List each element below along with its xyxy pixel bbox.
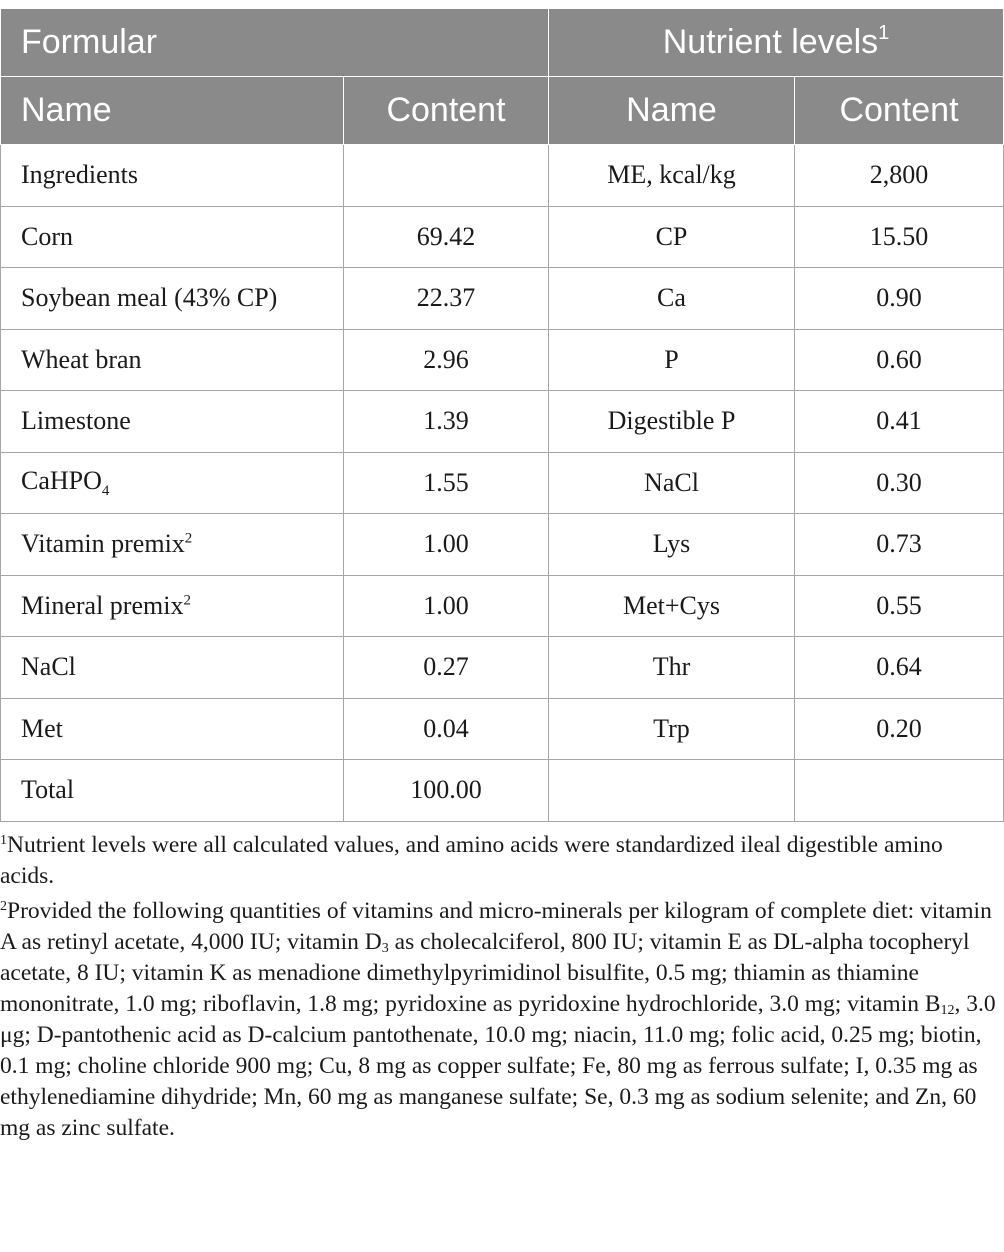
nutrient-level-cell-text: 0.41 [876,406,922,436]
ingredient-name-cell-text: Mineral premix [21,590,184,620]
table-footnotes [0,830,1000,1148]
ingredient-content-cell [344,698,549,760]
ingredient-content-cell [344,329,549,391]
diet-composition-table-wrapper [0,8,1004,822]
nutrient-level-cell [795,514,1004,576]
nutrient-level-cell [795,329,1004,391]
footnote-ref-1: 1 [878,21,890,44]
ingredient-content-cell-text: 69.42 [416,221,476,251]
nutrient-level-cell [795,391,1004,453]
footnote-2-sub-d3: 3 [381,941,389,956]
ingredient-name-cell [1,268,344,330]
nutrient-level-cell-text: 15.50 [869,221,929,251]
ingredient-name-cell-text: Wheat bran [21,344,142,374]
footnote-ref-2: 2 [184,530,193,547]
nutrient-name-cell [549,391,795,453]
nutrient-name-header: Name [549,77,795,145]
ingredient-name-cell [1,698,344,760]
nutrient-name-cell [549,514,795,576]
nutrient-level-cell-text: 0.90 [876,283,922,313]
table-row [1,391,1004,453]
table-row [1,452,1004,514]
formular-group-header: Formular [1,9,549,77]
footnote-1-text: Nutrient levels were all calculated values, and amino acids were standardized ileal digestible amino acids. [0,832,943,889]
ingredient-name-cell-text: Corn [21,221,73,251]
nutrient-level-cell [795,637,1004,699]
nutrient-name-cell [549,268,795,330]
ingredient-name-cell [1,514,344,576]
ingredient-name-cell [1,145,344,207]
footnote-2 [0,896,1000,1144]
ingredient-content-cell [344,637,549,699]
nutrient-name-cell [549,206,795,268]
ingredient-name-cell-text: CaHPO [21,465,102,495]
ingredient-name-cell-text: Total [21,775,75,805]
nutrient-level-cell [795,145,1004,207]
ingredient-content-cell-text: 0.27 [423,652,469,682]
nutrient-name-cell [549,575,795,637]
table-row [1,514,1004,576]
nutrient-levels-group-header: Nutrient levels$^1$ [549,9,1004,77]
table-row [1,698,1004,760]
ingredient-content-cell-text: 2.96 [423,344,469,374]
footnote-2-sub-b12: 12 [940,1003,955,1018]
nutrient-level-cell-text: 0.30 [876,467,922,497]
ingredient-content-cell [344,514,549,576]
nutrient-name-cell [549,452,795,514]
nutrient-level-cell-text: 2,800 [869,160,929,190]
ingredient-name-cell [1,452,344,514]
nutrient-level-cell-text: 0.73 [876,529,922,559]
ingredient-content-cell [344,206,549,268]
nutrient-level-cell [795,575,1004,637]
ingredient-name-cell [1,760,344,822]
ingredient-content-cell [344,452,549,514]
ingredient-name-cell [1,391,344,453]
ingredient-content-cell-text: 1.39 [423,406,469,436]
ingredient-content-cell [344,760,549,822]
ingredient-content-cell-text: 0.04 [423,713,469,743]
ingredient-content-cell [344,268,549,330]
nutrient-content-header: Content [795,77,1004,145]
ingredient-content-cell [344,575,549,637]
column-header-row [1,77,1004,145]
table-row [1,637,1004,699]
ingredient-name-cell-text: NaCl [21,652,76,682]
nutrient-name-cell [549,329,795,391]
nutrient-name-cell-text: Lys [652,529,691,559]
nutrient-level-cell-text: 0.64 [876,652,922,682]
footnote-2-text-c: , 3.0 μg; D-pantothenic acid as D-calcium pantothenate, 10.0 mg; niacin, 11.0 mg; folic acid, 0.25 mg; biotin, 0.1 mg; choline chloride 900 mg; Cu, 8 mg as copper sulfate; Fe, 80 mg as ferrous sulfate; I, 0.35 mg as ethylenediamine dihydride; Mn, 60 mg as manganese sulfate; Se, 0.3 mg as sodium selenite; and Zn, 60 mg as zinc sulfate. [0,991,996,1141]
nutrient-name-cell [549,637,795,699]
nutrient-name-cell-text: P [664,344,679,374]
footnote-2-text-a: Provided the following quantities of vitamins and micro-minerals per kilogram of complete diet: vitamin A as retinyl acetate, 4,000 IU; vitamin D [0,898,992,955]
table-body [1,145,1004,822]
nutrient-name-cell-text: Digestible P [607,406,736,436]
nutrient-name-cell-text: CP [655,221,688,251]
nutrient-name-cell-text: NaCl [644,467,699,497]
ingredient-name-header: Name [1,77,344,145]
table-row [1,575,1004,637]
ingredient-name-cell [1,575,344,637]
nutrient-name-cell-text: Met+Cys [622,590,720,620]
table-row [1,206,1004,268]
ingredient-content-cell-text: 1.55 [423,467,469,497]
nutrient-name-cell [549,760,795,822]
nutrient-level-cell [795,760,1004,822]
nutrient-level-cell [795,452,1004,514]
ingredient-name-cell-text: Limestone [21,406,131,436]
nutrient-name-cell [549,698,795,760]
ingredient-name-cell-text: Soybean meal (43% CP) [21,283,278,313]
nutrient-level-cell-text: 0.20 [876,713,922,743]
footnote-2-text-b: as cholecalciferol, 800 IU; vitamin E as DL-alpha tocopheryl acetate, 8 IU; vitamin K as menadione dimethylpyrimidinol bisulfite, 0.5 mg; thiamin as thiamine mononitrate, 1.0 mg; riboflavin, 1.8 mg; pyridoxine as pyridoxine hydrochloride, 3.0 mg; vitamin B [0,929,970,1017]
table-row [1,145,1004,207]
ingredient-content-cell [344,145,549,207]
nutrient-name-cell-text: Trp [653,713,690,743]
ingredient-name-cell-text: Met [21,713,63,743]
ingredient-name-cell-text: Vitamin premix [21,529,185,559]
nutrient-level-cell-text: 0.55 [876,590,922,620]
nutrient-name-cell-text: ME, kcal/kg [607,160,736,190]
nutrient-level-cell [795,268,1004,330]
ingredient-name-cell-text: Ingredients [21,160,138,190]
nutrient-name-cell-text: Ca [657,283,686,313]
ingredient-name-cell [1,206,344,268]
ingredient-content-cell-text: 100.00 [410,775,482,805]
table-row [1,329,1004,391]
nutrient-level-cell [795,206,1004,268]
ingredient-content-cell-text: 22.37 [416,283,476,313]
nutrient-name-cell-text: Thr [652,652,691,682]
nutrient-name-cell [549,145,795,207]
ingredient-content-header: Content [344,77,549,145]
subscript: 4 [101,482,110,499]
ingredient-content-cell [344,391,549,453]
table-row [1,760,1004,822]
ingredient-content-cell-text: 1.00 [423,590,469,620]
group-header-row [1,9,1004,77]
diet-composition-table [0,8,1004,822]
ingredient-content-cell-text: 1.00 [423,529,469,559]
nutrient-level-cell-text: 0.60 [876,344,922,374]
footnote-1-mark: 1 [0,833,7,848]
footnote-ref-2: 2 [183,592,191,609]
ingredient-name-cell [1,637,344,699]
footnote-1 [0,830,1000,892]
ingredient-name-cell [1,329,344,391]
nutrient-level-cell [795,698,1004,760]
footnote-2-mark: 2 [0,899,7,914]
table-row [1,268,1004,330]
